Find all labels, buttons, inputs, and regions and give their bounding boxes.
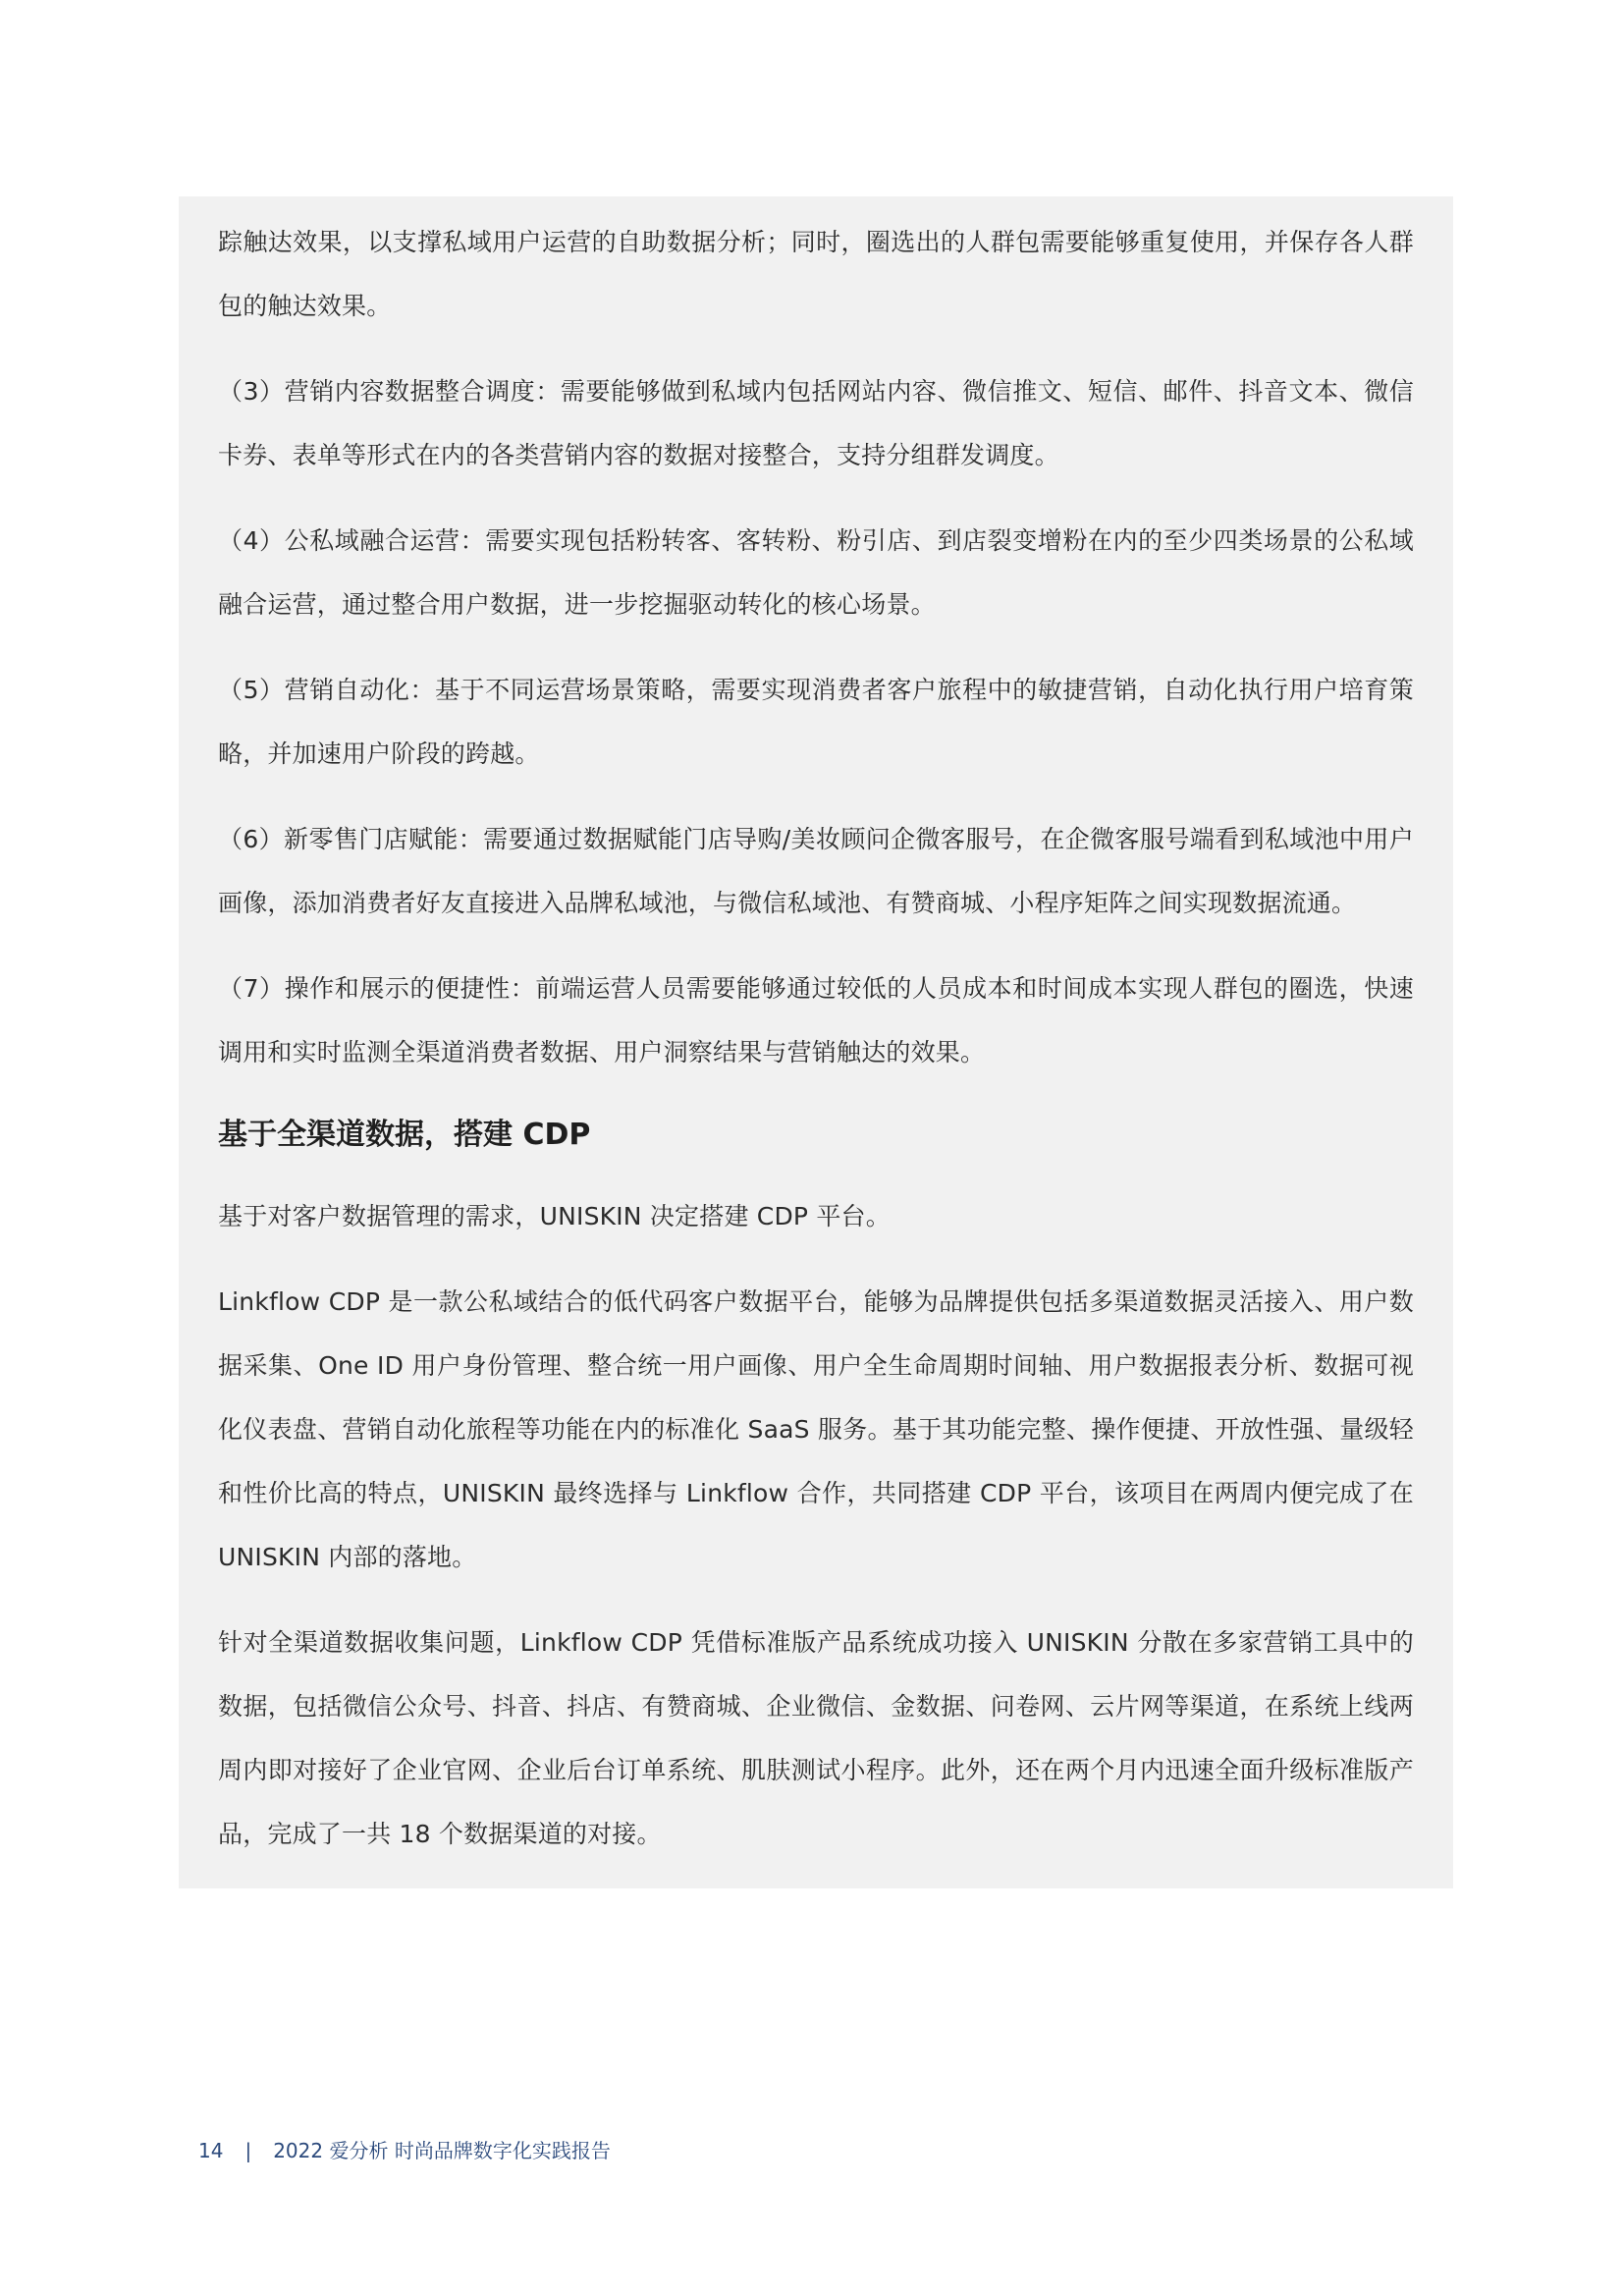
paragraph-continuation: 踪触达效果，以支撑私域用户运营的自助数据分析；同时，圈选出的人群包需要能够重复使用，并保存各人群包的触达效果。 (218, 228, 1414, 320)
section-heading: 基于全渠道数据，搭建 CDP (218, 1118, 591, 1152)
paragraph-new-retail: （6）新零售门店赋能：需要通过数据赋能门店导购/美妆顾问企微客服号，在企微客服号端看到私域池中用户画像，添加消费者好友直接进入品牌私域池，与微信私域池、有赞商城、小程序矩阵之间实现数据流通。 (218, 825, 1414, 917)
paragraph-public-private-ops: （4）公私域融合运营：需要实现包括粉转客、客转粉、粉引店、到店裂变增粉在内的至少四类场景的公私域融合运营，通过整合用户数据，进一步挖掘驱动转化的核心场景。 (218, 526, 1414, 619)
footer-separator: | (244, 2139, 252, 2162)
paragraph-cdp-decision: 基于对客户数据管理的需求，UNISKIN 决定搭建 CDP 平台。 (218, 1202, 891, 1230)
paragraph-channel-integration: 针对全渠道数据收集问题，Linkflow CDP 凭借标准版产品系统成功接入 UNISKIN 分散在多家营销工具中的数据，包括微信公众号、抖音、抖店、有赞商城、企业微信、金数据、问卷网、云片网等渠道，在系统上线两周内即对接好了企业官网、企业后台订单系统、肌肤测试小程序。此外，还在两个月内迅速全面升级标准版产品，完成了一共 18 个数据渠道的对接。 (218, 1628, 1414, 1848)
paragraph-marketing-automation: （5）营销自动化：基于不同运营场景策略，需要实现消费者客户旅程中的敏捷营销，自动化执行用户培育策略，并加速用户阶段的跨越。 (218, 676, 1414, 768)
paragraph-content-scheduling: （3）营销内容数据整合调度：需要能够做到私域内包括网站内容、微信推文、短信、邮件、抖音文本、微信卡券、表单等形式在内的各类营销内容的数据对接整合，支持分组群发调度。 (218, 377, 1414, 469)
report-title: 2022 爱分析 时尚品牌数字化实践报告 (273, 2139, 611, 2162)
content-panel (179, 196, 1453, 1888)
page-number: 14 (198, 2139, 224, 2162)
paragraph-usability: （7）操作和展示的便捷性：前端运营人员需要能够通过较低的人员成本和时间成本实现人群包的圈选，快速调用和实时监测全渠道消费者数据、用户洞察结果与营销触达的效果。 (218, 974, 1414, 1066)
page-footer (198, 2137, 611, 2164)
paragraph-linkflow-intro: Linkflow CDP 是一款公私域结合的低代码客户数据平台，能够为品牌提供包括多渠道数据灵活接入、用户数据采集、One ID 用户身份管理、整合统一用户画像、用户全生命周期时间轴、用户数据报表分析、数据可视化仪表盘、营销自动化旅程等功能在内的标准化 SaaS 服务。基于其功能完整、操作便捷、开放性强、量级轻和性价比高的特点，UNISKIN 最终选择与 Linkflow 合作，共同搭建 CDP 平台，该项目在两周内便完成了在 UNISKIN 内部的落地。 (218, 1287, 1414, 1571)
